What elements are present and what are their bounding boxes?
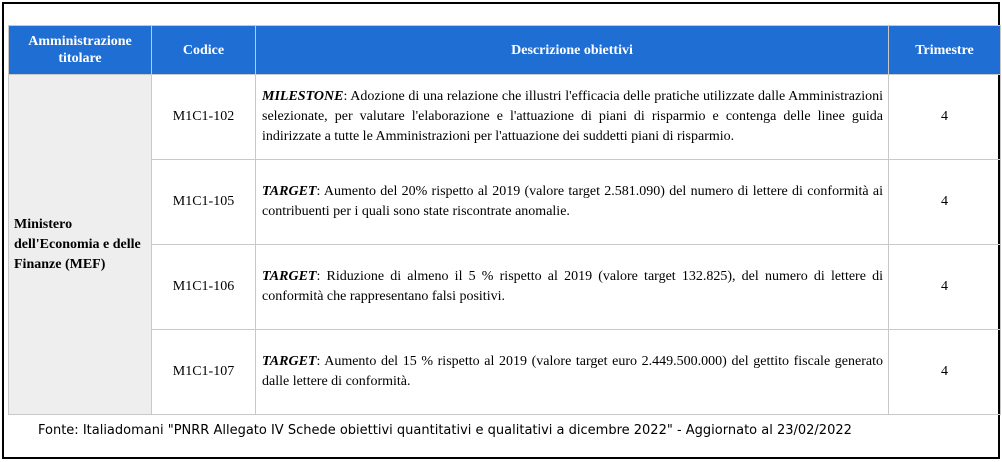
document-frame [2,2,1000,459]
table-row [9,330,1001,415]
table-row [9,75,1001,160]
code-cell: M1C1-106 [152,245,256,330]
quarter-cell: 4 [889,245,1001,330]
objective-type: TARGET [262,269,317,284]
objective-type: TARGET [262,354,317,369]
header-admin: Amministrazione titolare [9,26,152,75]
table-row [9,160,1001,245]
source-caption: Fonte: Italiadomani "PNRR Allegato IV Schede obiettivi quantitativi e qualitativi a dicembre 2022" - Aggiornato al 23/02/2022 [38,423,852,438]
header-quarter: Trimestre [889,26,1001,75]
description-cell [256,330,889,415]
objective-text: : Riduzione di almeno il 5 % rispetto al 2019 (valore target 132.825), del numero di lettere di conformità che rappresentano falsi positivi. [262,269,883,304]
description-cell [256,245,889,330]
code-cell: M1C1-105 [152,160,256,245]
objective-text: : Aumento del 15 % rispetto al 2019 (valore target euro 2.449.500.000) del gettito fiscale generato dalle lettere di conformità. [262,354,883,389]
objectives-table [8,25,1001,415]
quarter-cell: 4 [889,75,1001,160]
code-cell: M1C1-107 [152,330,256,415]
header-code: Codice [152,26,256,75]
objective-text: : Aumento del 20% rispetto al 2019 (valore target 2.581.090) del numero di lettere di conformità ai contribuenti per i quali sono state riscontrate anomalie. [262,184,883,219]
quarter-cell: 4 [889,160,1001,245]
table-header-row [9,26,1001,75]
header-description: Descrizione obiettivi [256,26,889,75]
objective-type: MILESTONE [262,89,344,104]
description-cell [256,75,889,160]
quarter-cell: 4 [889,330,1001,415]
objective-type: TARGET [262,184,317,199]
objective-text: : Adozione di una relazione che illustri l'efficacia delle pratiche utilizzate dalle Amministrazioni selezionate, per valutare l'elaborazione e l'attuazione di piani di risparmio e contenga delle linee guida indirizzate a tutte le Amministrazioni per l'attuazione dei suddetti piani di risparmio. [262,89,883,144]
table-row [9,245,1001,330]
description-cell [256,160,889,245]
code-cell: M1C1-102 [152,75,256,160]
admin-cell: Ministero dell'Economia e delle Finanze (MEF) [9,75,152,415]
